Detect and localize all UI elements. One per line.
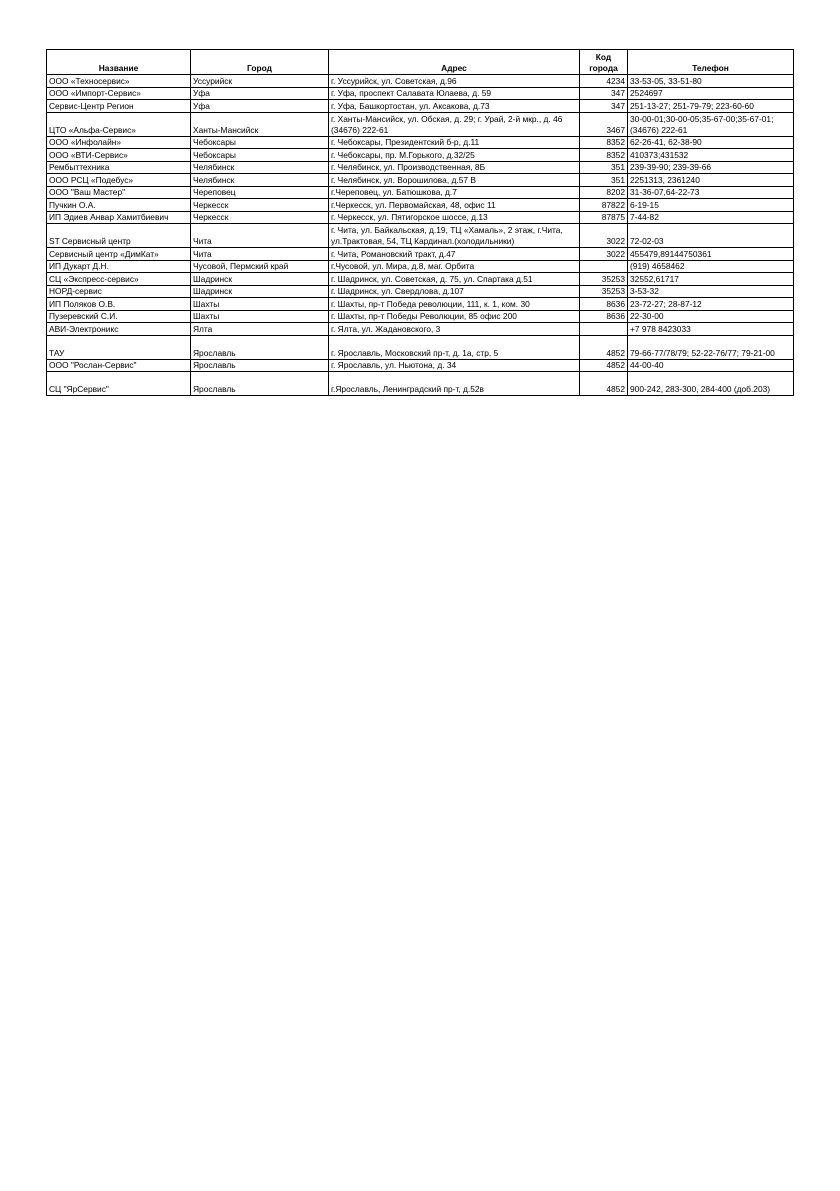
cell-phone: 31-36-07,64-22-73 [628,186,794,199]
cell-phone: 410373;431532 [628,149,794,162]
header-code: Код города [580,50,628,75]
cell-name: ООО «ВТИ-Сервис» [47,149,191,162]
cell-code: 4852 [580,359,628,372]
header-phone: Телефон [628,50,794,75]
table-row [47,75,794,88]
service-centers-sheet [46,49,794,396]
table-body [47,75,794,396]
cell-city: Ярославль [191,359,329,372]
cell-city: Шахты [191,298,329,311]
table-row [47,211,794,224]
cell-phone: 23-72-27; 28-87-12 [628,298,794,311]
cell-phone: 3-53-32 [628,285,794,298]
cell-city: Челябинск [191,174,329,187]
cell-name: ООО "Ваш Мастер" [47,186,191,199]
cell-phone: (919) 4658462 [628,260,794,273]
cell-city: Череповец [191,186,329,199]
cell-name: ТАУ [47,335,191,359]
cell-address: г. Ярославль, Московский пр-т, д. 1а, стр. 5 [329,335,580,359]
cell-code: 8636 [580,298,628,311]
cell-city: Чита [191,224,329,248]
table-row [47,149,794,162]
cell-address: г. Чебоксары, пр. М.Горького, д.32/25 [329,149,580,162]
table-row [47,260,794,273]
cell-phone: 2251313, 2361240 [628,174,794,187]
cell-code: 4852 [580,372,628,396]
cell-code [580,260,628,273]
cell-name: НОРД-сервис [47,285,191,298]
cell-name: ИП Дукарт Д.Н. [47,260,191,273]
cell-city: Ярославль [191,372,329,396]
cell-code: 8352 [580,149,628,162]
cell-city: Шадринск [191,285,329,298]
cell-city: Уфа [191,100,329,113]
table-row [47,359,794,372]
cell-code: 87875 [580,211,628,224]
header-city: Город [191,50,329,75]
table-row [47,335,794,359]
cell-city: Чита [191,248,329,261]
cell-address: г. Шахты, пр-т Победы Революции, 85 офис 200 [329,310,580,323]
service-centers-table [46,49,794,396]
cell-phone: 79-66-77/78/79; 52-22-76/77; 79-21-00 [628,335,794,359]
table-row [47,310,794,323]
cell-name: Пузеревский С.И. [47,310,191,323]
cell-name: ИП Эдиев Анвар Хамитбиевич [47,211,191,224]
cell-city: Черкесск [191,211,329,224]
header-address: Адрес [329,50,580,75]
table-row [47,372,794,396]
cell-address: г.Череповец, ул. Батюшкова, д.7 [329,186,580,199]
cell-name: АВИ-Электроникс [47,323,191,336]
cell-name: ИП Поляков О.В. [47,298,191,311]
cell-address: г. Ярославль, ул. Ньютона, д. 34 [329,359,580,372]
cell-name: СЦ «Экспресс-сервис» [47,273,191,286]
cell-city: Чебоксары [191,149,329,162]
cell-address: г. Уссурийск, ул. Советская, д.96 [329,75,580,88]
cell-city: Ханты-Мансийск [191,112,329,136]
table-row [47,199,794,212]
cell-code: 4852 [580,335,628,359]
cell-name: ООО РСЦ «Подебус» [47,174,191,187]
cell-code: 4234 [580,75,628,88]
cell-name: Сервисный центр «ДимКат» [47,248,191,261]
cell-name: ST Сервисный центр [47,224,191,248]
cell-city: Ялта [191,323,329,336]
cell-address: г. Черкесск, ул. Пятигорское шоссе, д.13 [329,211,580,224]
cell-city: Уфа [191,87,329,100]
cell-city: Чусовой, Пермский край [191,260,329,273]
cell-name: Сервис-Центр Регион [47,100,191,113]
cell-code: 35253 [580,285,628,298]
table-row [47,161,794,174]
cell-address: г. Чита, ул. Байкальская, д.19, ТЦ «Хамаль», 2 этаж, г.Чита, ул.Трактовая, 54, ТЦ Кардинал.(холодильники) [329,224,580,248]
cell-code: 3022 [580,248,628,261]
cell-phone: 455479,89144750361 [628,248,794,261]
cell-address: г.Ярославль, Ленинградский пр-т, д.52в [329,372,580,396]
table-row [47,285,794,298]
cell-phone: 251-13-27; 251-79-79; 223-60-60 [628,100,794,113]
cell-phone: 6-19-15 [628,199,794,212]
cell-phone: 72-02-03 [628,224,794,248]
table-row [47,298,794,311]
cell-phone: 33-53-05, 33-51-80 [628,75,794,88]
cell-address: г. Уфа, проспект Салавата Юлаева, д. 59 [329,87,580,100]
cell-phone: 32552,61717 [628,273,794,286]
cell-city: Чебоксары [191,136,329,149]
table-row [47,136,794,149]
table-row [47,224,794,248]
cell-address: г.Черкесск, ул. Первомайская, 48, офис 11 [329,199,580,212]
table-row [47,323,794,336]
cell-phone: 30-00-01;30-00-05;35-67-00;35-67-01;(34676) 222-61 [628,112,794,136]
cell-address: г. Уфа, Башкортостан, ул. Аксакова, д.73 [329,100,580,113]
cell-code: 8352 [580,136,628,149]
table-row [47,112,794,136]
cell-code: 3467 [580,112,628,136]
table-row [47,174,794,187]
cell-city: Ярославль [191,335,329,359]
cell-address: г. Шадринск, ул. Советская, д. 75, ул. Спартака д.51 [329,273,580,286]
cell-address: г. Чита, Романовский тракт, д.47 [329,248,580,261]
cell-code: 3022 [580,224,628,248]
table-row [47,186,794,199]
cell-city: Уссурийск [191,75,329,88]
cell-code [580,323,628,336]
cell-phone: 239-39-90; 239-39-66 [628,161,794,174]
cell-phone: 7-44-82 [628,211,794,224]
cell-address: г. Шадринск, ул. Свердлова, д.107 [329,285,580,298]
cell-name: ООО «Инфолайн» [47,136,191,149]
cell-address: г. Челябинск, ул. Производственная, 8Б [329,161,580,174]
cell-city: Шадринск [191,273,329,286]
cell-code: 8636 [580,310,628,323]
cell-city: Шахты [191,310,329,323]
cell-phone: +7 978 8423033 [628,323,794,336]
cell-name: ООО «Импорт-Сервис» [47,87,191,100]
cell-address: г. Челябинск, ул. Ворошилова, д.57 В [329,174,580,187]
cell-address: г. Шахты, пр-т Победа революции, 111, к. 1, ком. 30 [329,298,580,311]
cell-code: 351 [580,161,628,174]
cell-phone: 62-26-41, 62-38-90 [628,136,794,149]
cell-name: СЦ "ЯрСервис" [47,372,191,396]
cell-code: 347 [580,87,628,100]
cell-address: г. Ханты-Мансийск, ул. Обская, д. 29; г. Урай, 2-й мкр., д. 46 (34676) 222-61 [329,112,580,136]
cell-code: 351 [580,174,628,187]
cell-name: ООО "Рослан-Сервис" [47,359,191,372]
cell-name: ООО «Техносервис» [47,75,191,88]
cell-address: г.Чусовой, ул. Мира, д.8, маг. Орбита [329,260,580,273]
table-row [47,273,794,286]
cell-name: Рембыттехника [47,161,191,174]
cell-city: Челябинск [191,161,329,174]
cell-city: Черкесск [191,199,329,212]
header-name: Название [47,50,191,75]
table-row [47,87,794,100]
cell-phone: 900-242, 283-300, 284-400 (доб.203) [628,372,794,396]
cell-phone: 22-30-00 [628,310,794,323]
table-header-row [47,50,794,75]
cell-address: г. Чебоксары, Президентский б-р, д.11 [329,136,580,149]
cell-address: г. Ялта, ул. Жадановского, 3 [329,323,580,336]
table-row [47,248,794,261]
cell-phone: 44-00-40 [628,359,794,372]
cell-code: 347 [580,100,628,113]
cell-name: ЦТО «Альфа-Сервис» [47,112,191,136]
table-row [47,100,794,113]
cell-code: 8202 [580,186,628,199]
cell-code: 87822 [580,199,628,212]
cell-name: Пучкин О.А. [47,199,191,212]
cell-phone: 2524697 [628,87,794,100]
cell-code: 35253 [580,273,628,286]
